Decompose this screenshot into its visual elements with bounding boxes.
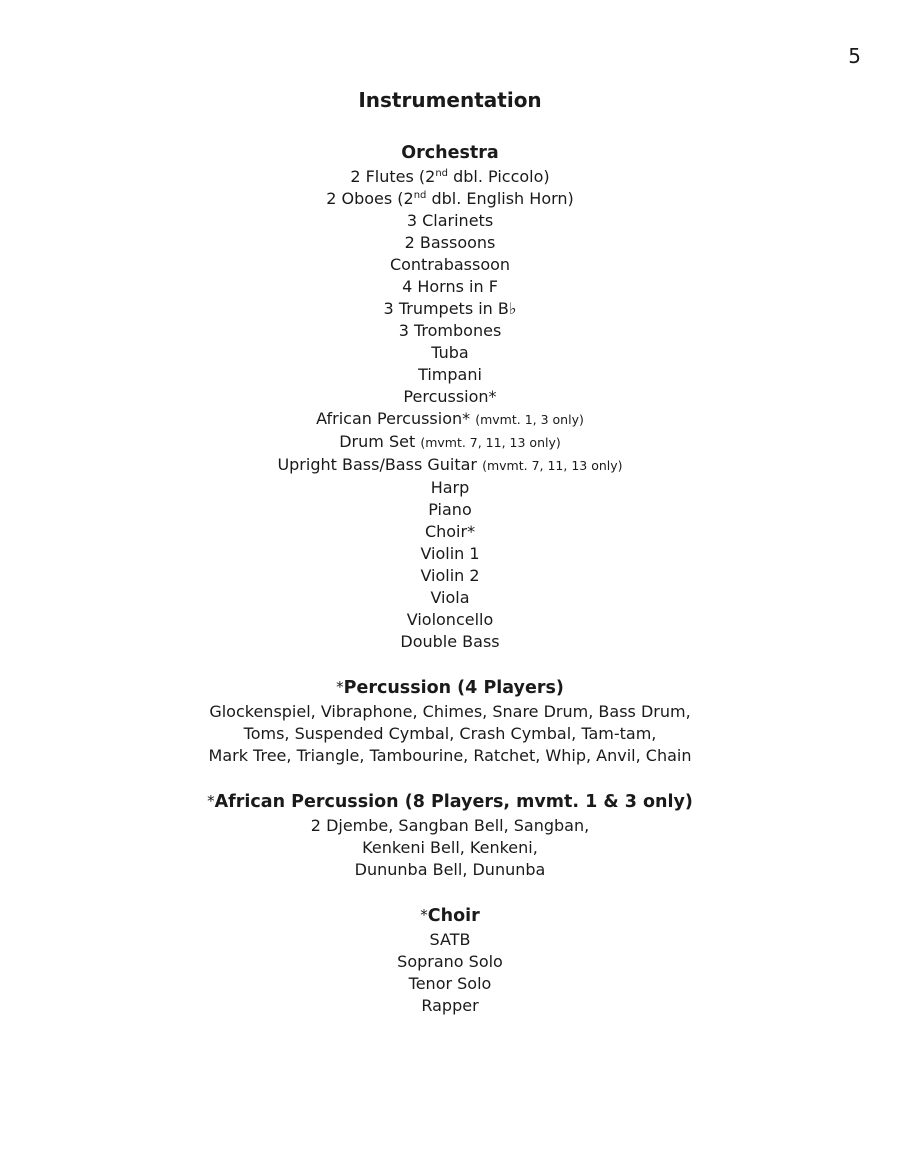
instrument-line (0, 587, 900, 609)
instrument-line (0, 609, 900, 631)
movement-note: (mvmt. 7, 11, 13 only) (482, 458, 623, 473)
instrument-line (0, 254, 900, 276)
instrument-detail: dbl. English Horn) (426, 189, 574, 208)
instrument-line (0, 232, 900, 254)
orchestra-section (0, 142, 900, 653)
percussion-line: Mark Tree, Triangle, Tambourine, Ratchet, Whip, Anvil, Chain (208, 746, 692, 765)
instrument-line (0, 521, 900, 543)
instrument-line (0, 276, 900, 298)
instrument-line (0, 188, 900, 210)
footnote-asterisk: * (420, 906, 428, 924)
instrument-line (0, 408, 900, 431)
footnote-asterisk: * (336, 678, 344, 696)
page-number: 5 (848, 44, 861, 68)
percussion-heading (0, 677, 900, 699)
instrument-name: 2 Flutes (2 (350, 167, 436, 186)
instrument-name: 2 Bassoons (404, 233, 496, 252)
instrument-line (0, 386, 900, 408)
african-percussion-line: Kenkeni Bell, Kenkeni, (362, 838, 538, 857)
african-percussion-section (0, 791, 900, 881)
choir-heading (0, 905, 900, 927)
instrument-line (0, 298, 900, 320)
choir-line: Tenor Solo (408, 974, 492, 993)
african-percussion-heading-text: African Percussion (8 Players, mvmt. 1 & 3 only) (214, 792, 693, 812)
page-title: Instrumentation (358, 88, 542, 112)
instrument-line (0, 364, 900, 386)
instrument-name: Drum Set (339, 432, 416, 451)
instrument-name: Upright Bass/Bass Guitar (277, 455, 478, 474)
instrument-name: Contrabassoon (389, 255, 511, 274)
movement-note: (mvmt. 1, 3 only) (475, 412, 584, 427)
instrument-name: 4 Horns in F (402, 277, 498, 296)
choir-line: Rapper (421, 996, 479, 1015)
percussion-section (0, 677, 900, 767)
percussion-heading-text: Percussion (4 Players) (343, 678, 564, 698)
instrument-name: 2 Oboes (2 (326, 189, 414, 208)
instrument-line (0, 454, 900, 477)
african-percussion-line: Dununba Bell, Dununba (354, 860, 546, 879)
african-percussion-heading (0, 791, 900, 813)
instrument-name: Violin 1 (420, 544, 480, 563)
percussion-line: Glockenspiel, Vibraphone, Chimes, Snare Drum, Bass Drum, (209, 702, 691, 721)
instrument-line (0, 431, 900, 454)
movement-note: (mvmt. 7, 11, 13 only) (420, 435, 561, 450)
instrument-line (0, 477, 900, 499)
instrument-name: Percussion* (403, 387, 497, 406)
instrument-line (0, 631, 900, 653)
orchestra-instrument-list (0, 166, 900, 653)
instrument-line (0, 210, 900, 232)
instrument-name: 3 Trombones (398, 321, 502, 340)
instrument-name: Violoncello (406, 610, 494, 629)
instrument-name: Tuba (431, 343, 469, 362)
ordinal-suffix: nd (435, 168, 449, 179)
orchestra-heading: Orchestra (401, 143, 499, 163)
percussion-line: Toms, Suspended Cymbal, Crash Cymbal, Tam-tam, (243, 724, 657, 743)
instrument-name: Timpani (418, 365, 482, 384)
footnote-asterisk: * (207, 792, 215, 810)
instrument-line (0, 565, 900, 587)
instrument-name: 3 Trumpets in B♭ (383, 299, 517, 318)
choir-heading-text: Choir (427, 906, 480, 926)
instrument-name: Viola (430, 588, 470, 607)
african-percussion-line: 2 Djembe, Sangban Bell, Sangban, (310, 816, 590, 835)
instrument-name: African Percussion* (316, 409, 471, 428)
choir-line: SATB (429, 930, 471, 949)
instrument-name: Harp (430, 478, 470, 497)
instrument-name: Choir* (424, 522, 476, 541)
instrument-line (0, 320, 900, 342)
instrument-name: 3 Clarinets (406, 211, 494, 230)
choir-line: Soprano Solo (397, 952, 503, 971)
instrumentation-content (0, 86, 900, 1041)
instrument-line (0, 543, 900, 565)
instrument-line (0, 166, 900, 188)
instrument-detail: dbl. Piccolo) (448, 167, 550, 186)
instrument-name: Piano (428, 500, 472, 519)
choir-section (0, 905, 900, 1017)
instrument-line (0, 342, 900, 364)
ordinal-suffix: nd (413, 190, 427, 201)
instrument-name: Violin 2 (420, 566, 480, 585)
instrument-line (0, 499, 900, 521)
instrument-name: Double Bass (400, 632, 500, 651)
